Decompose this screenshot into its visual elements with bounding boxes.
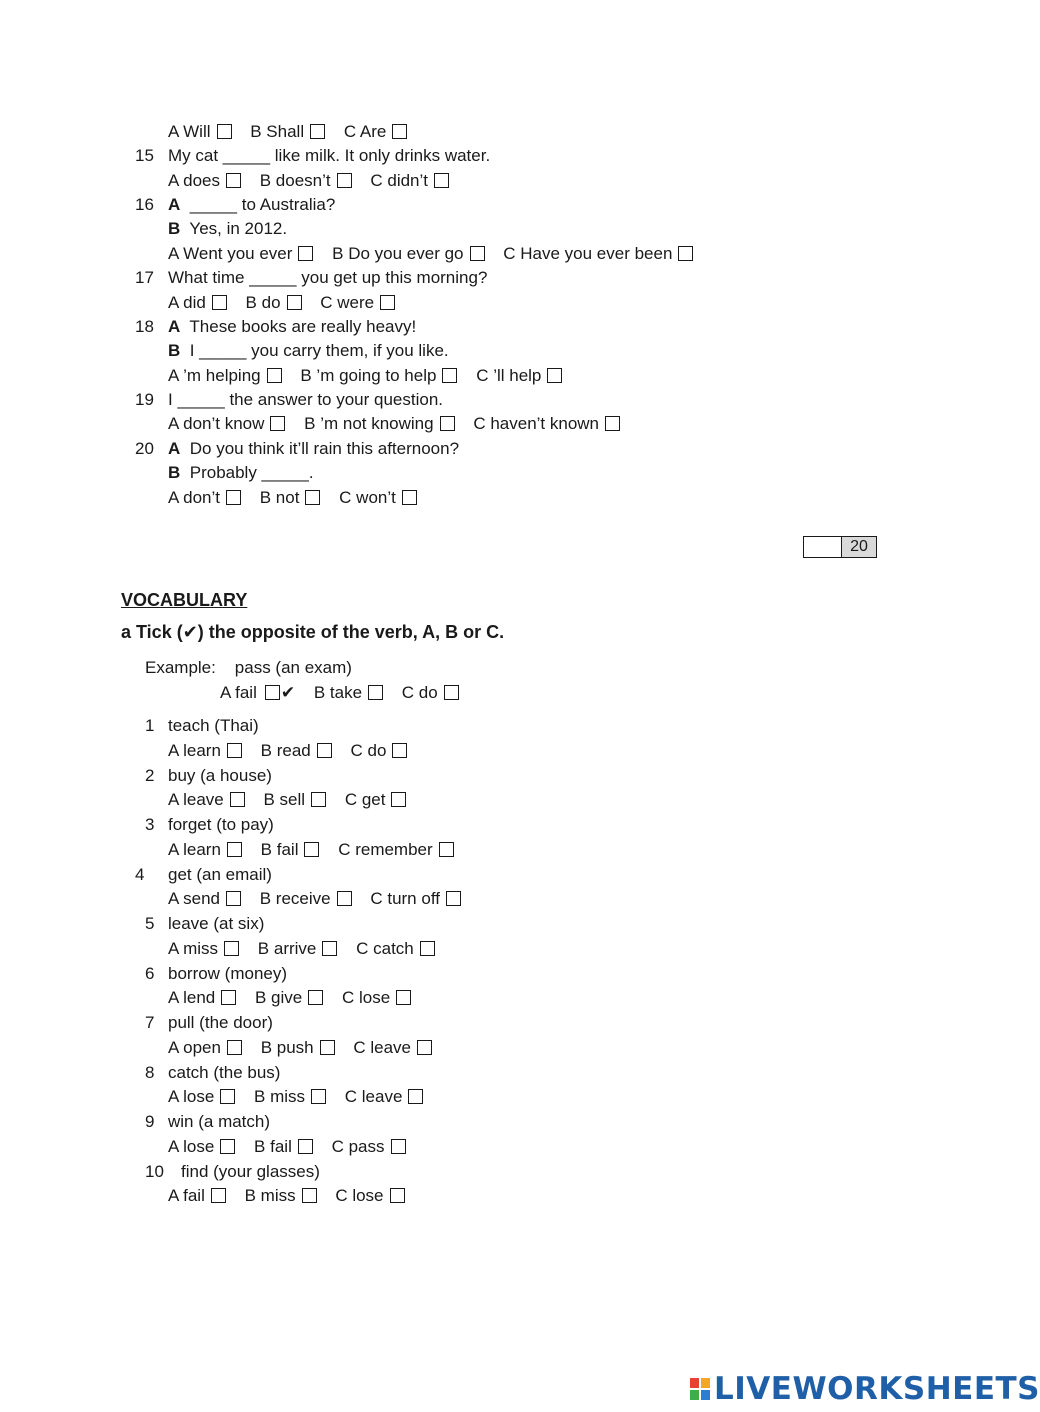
q14-options bbox=[168, 122, 421, 142]
q15-options bbox=[168, 171, 463, 191]
example-checkbox bbox=[265, 685, 280, 700]
score-input[interactable] bbox=[804, 537, 842, 557]
item-options bbox=[168, 889, 475, 909]
item-word: catch (the bus) bbox=[168, 1063, 281, 1082]
option-label: C turn off bbox=[370, 889, 440, 908]
q19-options bbox=[168, 414, 634, 434]
item-number: 10 bbox=[145, 1162, 164, 1181]
answer-checkbox[interactable] bbox=[434, 173, 449, 188]
option-label: B sell bbox=[263, 790, 306, 809]
speaker-label: B bbox=[168, 341, 181, 360]
answer-checkbox[interactable] bbox=[298, 1139, 313, 1154]
example-word: pass (an exam) bbox=[234, 658, 352, 677]
option-label: A open bbox=[168, 1038, 221, 1057]
dialogue-line-b bbox=[168, 463, 314, 483]
speaker-label: B bbox=[168, 219, 181, 238]
option-label: A did bbox=[168, 293, 206, 312]
option-label: A miss bbox=[168, 939, 219, 958]
item-word: win (a match) bbox=[168, 1112, 271, 1131]
example-options bbox=[220, 683, 473, 703]
answer-checkbox[interactable] bbox=[446, 891, 461, 906]
answer-checkbox[interactable] bbox=[221, 990, 236, 1005]
option-label: A fail bbox=[168, 1186, 205, 1205]
item-options bbox=[168, 1038, 446, 1058]
option-label: C do bbox=[350, 741, 387, 760]
logo-blocks-icon bbox=[690, 1378, 710, 1400]
answer-checkbox[interactable] bbox=[226, 891, 241, 906]
example-line bbox=[145, 658, 352, 678]
dialogue-text: I _____ you carry them, if you like. bbox=[189, 341, 449, 360]
answer-checkbox[interactable] bbox=[337, 891, 352, 906]
q20-options bbox=[168, 488, 431, 508]
option-label: C Are bbox=[343, 122, 387, 141]
item-word: find (your glasses) bbox=[181, 1162, 320, 1181]
answer-checkbox[interactable] bbox=[287, 295, 302, 310]
option-label: C ’ll help bbox=[476, 366, 542, 385]
answer-checkbox[interactable] bbox=[408, 1089, 423, 1104]
option-label: C catch bbox=[356, 939, 414, 958]
question-number: 19 bbox=[135, 390, 154, 409]
answer-checkbox[interactable] bbox=[678, 246, 693, 261]
option-label: C lose bbox=[335, 1186, 384, 1205]
option-label: B push bbox=[260, 1038, 314, 1057]
answer-checkbox[interactable] bbox=[230, 792, 245, 807]
question-number: 16 bbox=[135, 195, 154, 214]
item-word: buy (a house) bbox=[168, 766, 272, 785]
example-checkbox bbox=[368, 685, 383, 700]
question-text: My cat _____ like milk. It only drinks water. bbox=[168, 146, 491, 165]
example-checkbox bbox=[444, 685, 459, 700]
option-label: A lend bbox=[168, 988, 216, 1007]
option-label: A leave bbox=[168, 790, 224, 809]
item-word: borrow (money) bbox=[168, 964, 288, 983]
item-options bbox=[168, 1186, 419, 1206]
option-label: B arrive bbox=[257, 939, 317, 958]
answer-checkbox[interactable] bbox=[311, 792, 326, 807]
logo-wordmark: LIVEWORKSHEETS bbox=[714, 1371, 1040, 1407]
dialogue-text: _____ to Australia? bbox=[189, 195, 336, 214]
option-label: B ’m not knowing bbox=[304, 414, 434, 433]
item-options bbox=[168, 790, 420, 810]
answer-checkbox[interactable] bbox=[317, 743, 332, 758]
item-number: 5 bbox=[145, 914, 155, 933]
question-number: 15 bbox=[135, 146, 154, 165]
item-number: 9 bbox=[145, 1112, 155, 1131]
answer-checkbox[interactable] bbox=[439, 842, 454, 857]
option-label: A lose bbox=[168, 1087, 215, 1106]
answer-checkbox[interactable] bbox=[417, 1040, 432, 1055]
answer-checkbox[interactable] bbox=[547, 368, 562, 383]
option-label: C didn’t bbox=[370, 171, 428, 190]
answer-checkbox[interactable] bbox=[311, 1089, 326, 1104]
q16-options bbox=[168, 244, 707, 264]
item-options bbox=[168, 741, 421, 761]
option-label: A does bbox=[168, 171, 220, 190]
answer-checkbox[interactable] bbox=[298, 246, 313, 261]
option-label: C leave bbox=[344, 1087, 403, 1106]
answer-checkbox[interactable] bbox=[226, 490, 241, 505]
option-label: C leave bbox=[353, 1038, 411, 1057]
option-label: B Do you ever go bbox=[332, 244, 464, 263]
item-number: 1 bbox=[145, 716, 155, 735]
liveworksheets-logo[interactable] bbox=[690, 1372, 1040, 1406]
answer-checkbox[interactable] bbox=[305, 490, 320, 505]
option-label: A Went you ever bbox=[168, 244, 293, 263]
option-label: C pass bbox=[331, 1137, 385, 1156]
option-label: C do bbox=[401, 683, 438, 702]
dialogue-text: Yes, in 2012. bbox=[189, 219, 288, 238]
item-word: forget (to pay) bbox=[168, 815, 274, 834]
dialogue-text: Probably _____. bbox=[189, 463, 314, 482]
answer-checkbox[interactable] bbox=[270, 416, 285, 431]
answer-checkbox[interactable] bbox=[226, 173, 241, 188]
speaker-label: A bbox=[168, 195, 181, 214]
dialogue-line-a bbox=[168, 317, 416, 337]
answer-checkbox[interactable] bbox=[442, 368, 457, 383]
option-label: C haven’t known bbox=[473, 414, 600, 433]
section-heading: VOCABULARY bbox=[121, 590, 248, 610]
option-label: A lose bbox=[168, 1137, 215, 1156]
answer-checkbox[interactable] bbox=[392, 124, 407, 139]
option-label: A Will bbox=[168, 122, 211, 141]
item-word: pull (the door) bbox=[168, 1013, 273, 1032]
score-box bbox=[803, 536, 877, 558]
dialogue-text: Do you think it’ll rain this afternoon? bbox=[189, 439, 460, 458]
item-options bbox=[168, 988, 425, 1008]
answer-checkbox[interactable] bbox=[320, 1040, 335, 1055]
answer-checkbox[interactable] bbox=[337, 173, 352, 188]
option-label: C lose bbox=[341, 988, 391, 1007]
answer-checkbox[interactable] bbox=[392, 743, 407, 758]
q18-options bbox=[168, 366, 576, 386]
answer-checkbox[interactable] bbox=[396, 990, 411, 1005]
dialogue-line-b bbox=[168, 219, 287, 239]
answer-checkbox[interactable] bbox=[391, 792, 406, 807]
item-options bbox=[168, 1087, 437, 1107]
item-number: 7 bbox=[145, 1013, 155, 1032]
option-label: B Shall bbox=[250, 122, 305, 141]
option-label: A learn bbox=[168, 840, 221, 859]
option-label: C Have you ever been bbox=[503, 244, 673, 263]
option-label: C remember bbox=[338, 840, 433, 859]
speaker-label: B bbox=[168, 463, 181, 482]
item-number: 8 bbox=[145, 1063, 155, 1082]
answer-checkbox[interactable] bbox=[420, 941, 435, 956]
answer-checkbox[interactable] bbox=[267, 368, 282, 383]
option-label: C get bbox=[344, 790, 386, 809]
option-label: B take bbox=[313, 683, 363, 702]
answer-checkbox[interactable] bbox=[212, 295, 227, 310]
option-label: B fail bbox=[260, 840, 299, 859]
answer-checkbox[interactable] bbox=[390, 1188, 405, 1203]
option-label: A don’t bbox=[168, 488, 220, 507]
answer-checkbox[interactable] bbox=[308, 990, 323, 1005]
item-word: get (an email) bbox=[168, 865, 272, 884]
question-text: What time _____ you get up this morning? bbox=[168, 268, 488, 287]
answer-checkbox[interactable] bbox=[322, 941, 337, 956]
answer-checkbox[interactable] bbox=[391, 1139, 406, 1154]
item-number: 2 bbox=[145, 766, 155, 785]
answer-checkbox[interactable] bbox=[220, 1089, 235, 1104]
option-label: A fail bbox=[220, 683, 257, 702]
answer-checkbox[interactable] bbox=[470, 246, 485, 261]
answer-checkbox[interactable] bbox=[220, 1139, 235, 1154]
dialogue-text: These books are really heavy! bbox=[189, 317, 417, 336]
answer-checkbox[interactable] bbox=[304, 842, 319, 857]
dialogue-line-b bbox=[168, 341, 449, 361]
check-mark-icon: ✔ bbox=[280, 683, 296, 702]
answer-checkbox[interactable] bbox=[227, 842, 242, 857]
answer-checkbox[interactable] bbox=[440, 416, 455, 431]
option-label: A send bbox=[168, 889, 220, 908]
option-label: B read bbox=[260, 741, 311, 760]
item-word: leave (at six) bbox=[168, 914, 265, 933]
dialogue-line-a bbox=[168, 439, 459, 459]
item-number: 3 bbox=[145, 815, 155, 834]
option-label: B fail bbox=[254, 1137, 292, 1156]
option-label: B give bbox=[255, 988, 303, 1007]
item-word: teach (Thai) bbox=[168, 716, 259, 735]
item-options bbox=[168, 1137, 420, 1157]
example-label: Example: bbox=[145, 658, 216, 677]
option-label: B ’m going to help bbox=[300, 366, 437, 385]
question-text: I _____ the answer to your question. bbox=[168, 390, 444, 409]
answer-checkbox[interactable] bbox=[402, 490, 417, 505]
option-label: B receive bbox=[259, 889, 331, 908]
speaker-label: A bbox=[168, 439, 181, 458]
answer-checkbox[interactable] bbox=[605, 416, 620, 431]
item-options bbox=[168, 939, 449, 959]
answer-checkbox[interactable] bbox=[227, 743, 242, 758]
instruction: a Tick (✔) the opposite of the verb, A, B or C. bbox=[121, 622, 505, 642]
option-label: B miss bbox=[254, 1087, 306, 1106]
question-number: 18 bbox=[135, 317, 154, 336]
dialogue-line-a bbox=[168, 195, 335, 215]
item-number: 6 bbox=[145, 964, 155, 983]
answer-checkbox[interactable] bbox=[224, 941, 239, 956]
item-options bbox=[168, 840, 468, 860]
question-number: 17 bbox=[135, 268, 154, 287]
answer-checkbox[interactable] bbox=[310, 124, 325, 139]
option-label: B miss bbox=[244, 1186, 296, 1205]
answer-checkbox[interactable] bbox=[380, 295, 395, 310]
q17-options bbox=[168, 293, 409, 313]
question-number: 20 bbox=[135, 439, 154, 458]
option-label: B do bbox=[245, 293, 281, 312]
answer-checkbox[interactable] bbox=[302, 1188, 317, 1203]
speaker-label: A bbox=[168, 317, 181, 336]
option-label: B doesn’t bbox=[259, 171, 331, 190]
answer-checkbox[interactable] bbox=[227, 1040, 242, 1055]
option-label: C were bbox=[320, 293, 375, 312]
answer-checkbox[interactable] bbox=[211, 1188, 226, 1203]
option-label: A ’m helping bbox=[168, 366, 261, 385]
option-label: B not bbox=[259, 488, 300, 507]
option-label: C won’t bbox=[339, 488, 396, 507]
score-total: 20 bbox=[842, 537, 876, 557]
answer-checkbox[interactable] bbox=[217, 124, 232, 139]
option-label: A don’t know bbox=[168, 414, 265, 433]
item-number: 4 bbox=[135, 865, 145, 884]
option-label: A learn bbox=[168, 741, 221, 760]
